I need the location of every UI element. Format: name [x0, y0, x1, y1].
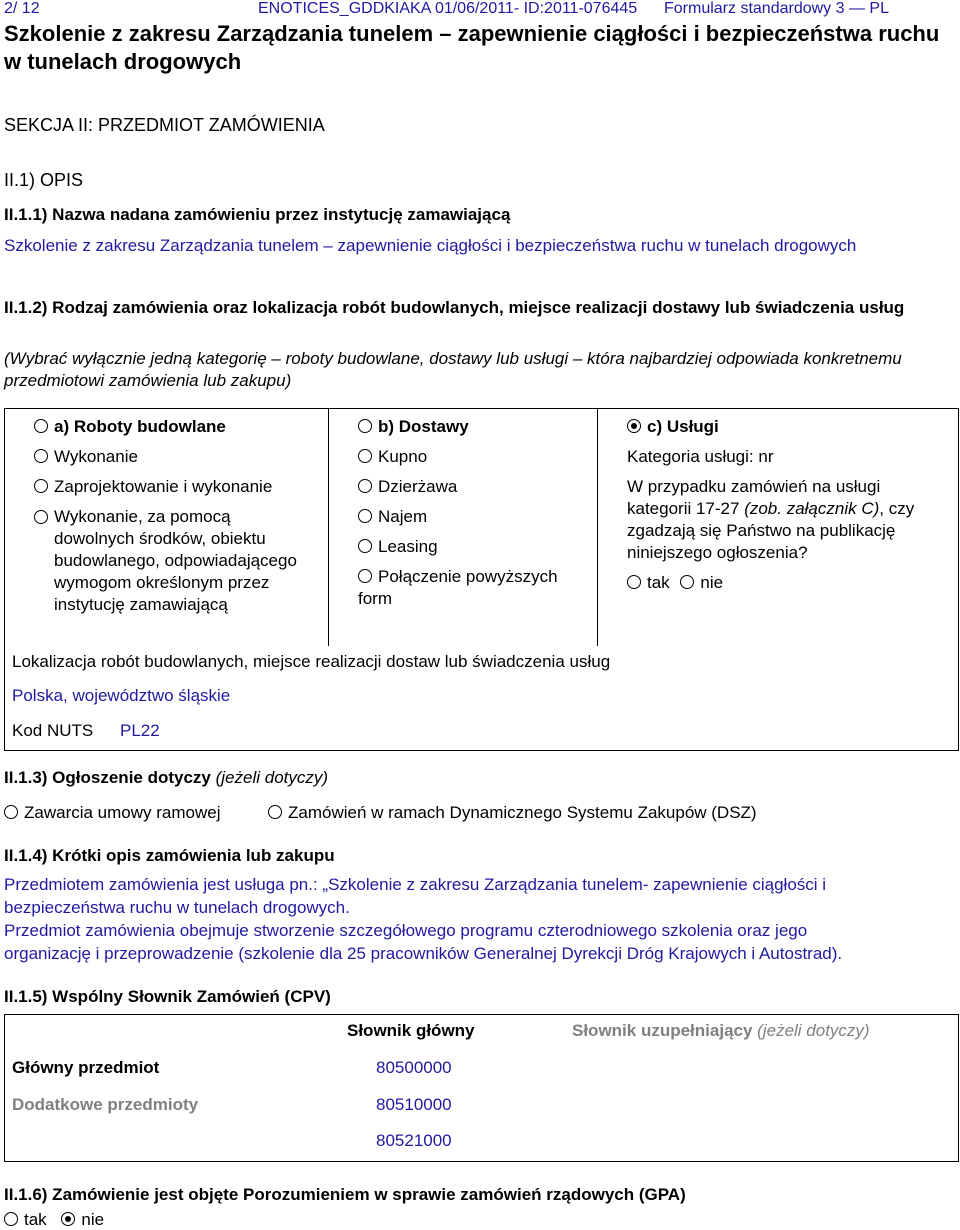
combination-option[interactable]: [358, 566, 590, 610]
ii13-heading-row: [4, 768, 328, 788]
option-label: Zaprojektowanie i wykonanie: [54, 477, 273, 496]
radio-icon[interactable]: [4, 805, 18, 819]
option-label: Kupno: [378, 447, 428, 466]
page-number: 2/ 12: [4, 0, 40, 17]
publication-question: W przypadku zamówień na usługi kategorii 17-27 (zob. załącznik C), czy zgadzają się Państwo na publikację niniejszego ogłoszenia?: [627, 477, 915, 562]
radio-icon[interactable]: [358, 509, 372, 523]
cpv-main-header: Słownik główny: [347, 1021, 475, 1040]
rental-option[interactable]: [358, 506, 590, 528]
radio-icon[interactable]: [34, 419, 48, 433]
radio-icon[interactable]: [34, 510, 48, 524]
ii14-line: bezpieczeństwa ruchu w tunelach drogowych.: [4, 898, 350, 917]
cpv-code: 80510000: [376, 1095, 452, 1114]
option-label: Leasing: [378, 537, 438, 556]
column-works: [34, 416, 319, 616]
radio-icon[interactable]: [358, 449, 372, 463]
page-title: Szkolenie z zakresu Zarządzania tunelem – zapewnienie ciągłości i bezpieczeństwa ruchu w tunelach drogowych: [4, 21, 940, 74]
leasing-option[interactable]: [358, 536, 590, 558]
ii12-note: (Wybrać wyłącznie jedną kategorię – roboty budowlane, dostawy lub usługi – która najbardziej odpowiada konkretnemu przedmiotowi zamówienia lub zakupu): [4, 349, 902, 390]
radio-icon[interactable]: [358, 569, 372, 583]
radio-icon[interactable]: [680, 575, 694, 589]
ii14-line: Przedmiotem zamówienia jest usługa pn.: „Szkolenie z zakresu Zarządzania tunelem- zapewnienie ciągłości i: [4, 875, 827, 894]
supplies-option[interactable]: [358, 416, 590, 438]
lease-option[interactable]: [358, 476, 590, 498]
works-any-means-option[interactable]: [34, 506, 319, 616]
ii13-heading: II.1.3) Ogłoszenie dotyczy: [4, 768, 211, 787]
cpv-extra-row-label: Dodatkowe przedmioty: [12, 1095, 199, 1114]
ii12-heading: II.1.2) Rodzaj zamówienia oraz lokalizacja robót budowlanych, miejsce realizacji dostawy lub świadczenia usług: [4, 298, 905, 317]
gpa-yes-option[interactable]: tak: [4, 1210, 47, 1229]
radio-checked-icon[interactable]: [627, 419, 641, 433]
option-label: Najem: [378, 507, 428, 526]
framework-agreement-option[interactable]: Zawarcia umowy ramowej: [4, 803, 221, 823]
column-services: [627, 416, 945, 594]
works-option[interactable]: [34, 416, 319, 438]
services-option[interactable]: [627, 416, 945, 438]
radio-icon[interactable]: [268, 805, 282, 819]
ii14-line: organizację i przeprowadzenie (szkolenie dla 25 pracowników Generalnej Dyrekcji Dróg Krajowych i Autostrad).: [4, 944, 843, 963]
ii15-heading: II.1.5) Wspólny Słownik Zamówień (CPV): [4, 987, 331, 1006]
works-execution-option[interactable]: [34, 446, 319, 468]
option-label: Wykonanie, za pomocą dowolnych środków, obiektu budowlanego, odpowiadającego wymogom określonym przez instytucję zamawiającą: [54, 507, 297, 614]
location-value: Polska, województwo śląskie: [12, 686, 231, 705]
radio-checked-icon[interactable]: [61, 1212, 75, 1226]
divider: [328, 408, 329, 646]
radio-icon[interactable]: [358, 419, 372, 433]
gpa-options: [4, 1210, 104, 1230]
cpv-code: 80521000: [376, 1131, 452, 1150]
ii11-value: Szkolenie z zakresu Zarządzania tunelem – zapewnienie ciągłości i bezpieczeństwa ruchu w tunelach drogowych: [4, 236, 857, 255]
radio-icon[interactable]: [358, 479, 372, 493]
document-id: ENOTICES_GDDKIAKA 01/06/2011- ID:2011-076445: [258, 0, 638, 17]
option-label: Połączenie powyższych form: [358, 567, 558, 608]
radio-icon[interactable]: [358, 539, 372, 553]
radio-icon[interactable]: [34, 449, 48, 463]
subsection-opis: II.1) OPIS: [4, 170, 84, 190]
radio-icon[interactable]: [34, 479, 48, 493]
option-label: Wykonanie: [54, 447, 138, 466]
divider: [597, 408, 598, 646]
ii14-heading: II.1.4) Krótki opis zamówienia lub zakupu: [4, 846, 335, 865]
services-label: c) Usługi: [647, 417, 719, 436]
service-category: Kategoria usługi: nr: [627, 447, 774, 466]
works-label: a) Roboty budowlane: [54, 417, 226, 436]
ii11-heading: II.1.1) Nazwa nadana zamówieniu przez instytucję zamawiającą: [4, 205, 511, 224]
dps-option[interactable]: Zamówień w ramach Dynamicznego Systemu Zakupów (DSZ): [268, 803, 757, 823]
purchase-option[interactable]: [358, 446, 590, 468]
gpa-no-option[interactable]: nie: [61, 1210, 104, 1229]
nuts-label: Kod NUTS: [12, 721, 94, 740]
radio-icon[interactable]: [4, 1212, 18, 1226]
publication-no-option[interactable]: nie: [680, 573, 723, 592]
option-label: Dzierżawa: [378, 477, 458, 496]
publication-yes-option[interactable]: tak: [627, 573, 670, 592]
section-heading: SEKCJA II: PRZEDMIOT ZAMÓWIENIA: [4, 115, 325, 135]
ii16-heading: II.1.6) Zamówienie jest objęte Porozumieniem w sprawie zamówień rządowych (GPA): [4, 1185, 686, 1204]
publication-consent: [627, 572, 945, 594]
radio-icon[interactable]: [627, 575, 641, 589]
ii14-line: Przedmiot zamówienia obejmuje stworzenie szczegółowego programu czterodniowego szkolenia oraz jego: [4, 921, 808, 940]
cpv-extra-header: Słownik uzupełniający (jeżeli dotyczy): [572, 1021, 870, 1040]
cpv-code: 80500000: [376, 1058, 452, 1077]
cpv-main-row-label: Główny przedmiot: [12, 1058, 160, 1077]
nuts-value: PL22: [120, 721, 160, 740]
location-label: Lokalizacja robót budowlanych, miejsce realizacji dostaw lub świadczenia usług: [12, 652, 611, 671]
ii13-note: (jeżeli dotyczy): [215, 768, 329, 787]
form-name: Formularz standardowy 3 — PL: [664, 0, 889, 17]
column-supplies: [358, 416, 590, 610]
supplies-label: b) Dostawy: [378, 417, 469, 436]
works-design-execution-option[interactable]: [34, 476, 319, 498]
